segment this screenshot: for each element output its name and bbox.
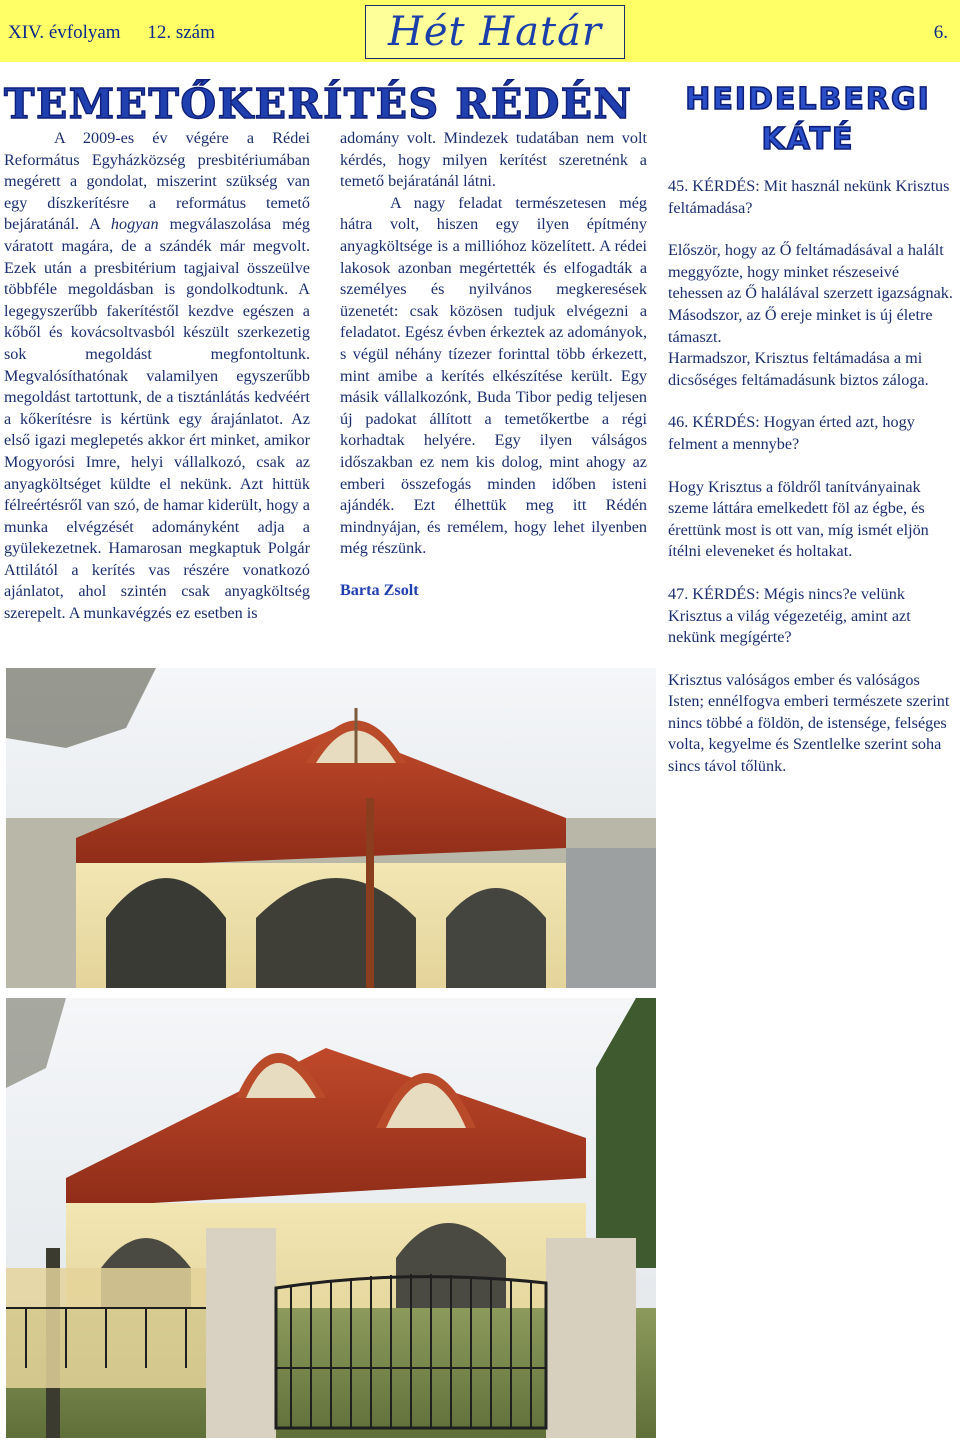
article-column-2 [340, 128, 647, 601]
cemetery-gate-photo [6, 668, 656, 1438]
answer-47: Krisztus valóságos ember és valóságos Isten; ennélfogva emberi természete szerint nincs többé a földön, de istensége, felséges volta, kegyelme és Szentlelke szerint soha sincs távol tőlünk. [668, 670, 950, 776]
question-46: 46. KÉRDÉS: Hogyan érted azt, hogy felment a mennybe? [668, 413, 915, 453]
background-trees [566, 848, 656, 988]
catechism-title-line-1: HEIDELBERGI [685, 82, 931, 117]
lower-photo [6, 998, 656, 1438]
article-title: TEMETŐKERÍTÉS RÉDÉN [4, 80, 633, 128]
question-47: 47. KÉRDÉS: Mégis nincs?e velünk Krisztus a világ végezetéig, amint azt nekünk megígérte? [668, 584, 911, 647]
issue-info [8, 22, 237, 44]
article-paragraph: adomány volt. Mindezek tudatában nem volt kérdés, hogy milyen kerítést szeretnénk a temető bejáratánál látni. [340, 129, 647, 191]
article-paragraph [4, 128, 310, 625]
catechism-title [663, 80, 953, 160]
catechism-column [668, 176, 954, 778]
volume-label: XIV. évfolyam [8, 22, 121, 43]
answer-46: Hogy Krisztus a földről tanítványainak szeme láttára emelkedett föl az égbe, és érettünk most is ott van, míg ismét eljön ítélni eleveneket és holtakat. [668, 477, 929, 561]
question-45: 45. KÉRDÉS: Mit használ nekünk Krisztus feltámadása? [668, 177, 950, 217]
page-number: 6. [933, 22, 948, 43]
stone-pillar [206, 1228, 276, 1438]
stone-pillar [546, 1238, 636, 1438]
downpipe [366, 798, 374, 988]
answer-45-part-1: Először, hogy az Ő feltámadásával a halált meggyőzte, hogy minket részeseivé tehessen az Ő halálával szerzett igazságnak. [668, 241, 953, 303]
author-signature: Barta Zsolt [340, 580, 419, 599]
arch-opening [446, 888, 546, 988]
paragraph-text: megválaszolása még váratott magára, de a szándék már megvolt. Ezek után a presbitérium tagjaival összeülve többféle megoldásban is gondolkodtunk. A legegyszerűbb fakerítéstől kezdve egészen a kőből és kovácsoltvasból készült szerkezetig sok megoldást megfontoltunk. Megvalósíthatónak valamilyen egyszerűbb megoldást tartottunk, de a tisztánlátás kedvéért a kőkerítésre is kértünk egy árajánlatot. Az első igazi meglepetés akkor ért minket, amikor Mogyorósi Imre, helyi vállalkozó, csak az anyagköltséget küldte el nekünk. Azt hittük félreértésről van szó, de hamar kiderült, hogy a munka elvégzését adományként adja a gyülekezetnek. Hamarosan megkaptuk Polgár Attilától a kerítés vas részére vonatkozó ajánlatot, ahol szintén csak anyagköltség szerepelt. A munkavégzés ez esetben is [4, 215, 310, 623]
article-column-1 [4, 128, 310, 625]
answer-45-part-2: Másodszor, az Ő ereje minket is új életre támaszt. [668, 305, 933, 346]
emphasis-text: hogyan [110, 215, 159, 234]
catechism-title-line-2: KÁTÉ [761, 122, 855, 157]
page-header [0, 0, 960, 62]
answer-45-part-3: Harmadszor, Krisztus feltámadása a mi dicsőséges feltámadásunk biztos záloga. [668, 349, 929, 389]
masthead-logo: Hét Határ [365, 5, 625, 59]
article-paragraph: A nagy feladat természetesen még hátra volt, hiszen egy ilyen építmény anyagköltsége is a millióhoz közelített. A rédei lakosok azonban megértették és elfogadták a személyes és nyilvános megkeresések üzenetét: csak közösen tudjuk elvégezni a feladatot. Egész évben érkeztek az adományok, s végül néhány tízezer forinttal több érkezett, mint amibe a kerítés elkészítése került. Egy másik vállalkozónk, Buda Tibor pedig teljesen új padokat állított a temetőkertbe a régi korhadtak helyére. Egy ilyen válságos időszakban ez nem kis dolog, mint ahogy az emberi összefogás minden időben isteni ajándék. Ezt élhettük meg itt Rédén mindnyájan, és remélem, hogy lehet ilyenben még részünk. [340, 193, 647, 558]
issue-label: 12. szám [147, 22, 215, 43]
upper-photo [6, 668, 656, 988]
paragraph-text: A 2009-es év végére a Rédei Református Egyházközség presbitériumában megérett a gondolat, miszerint szükség van egy díszkerítésre a református temető bejáratánál. A [4, 129, 310, 234]
